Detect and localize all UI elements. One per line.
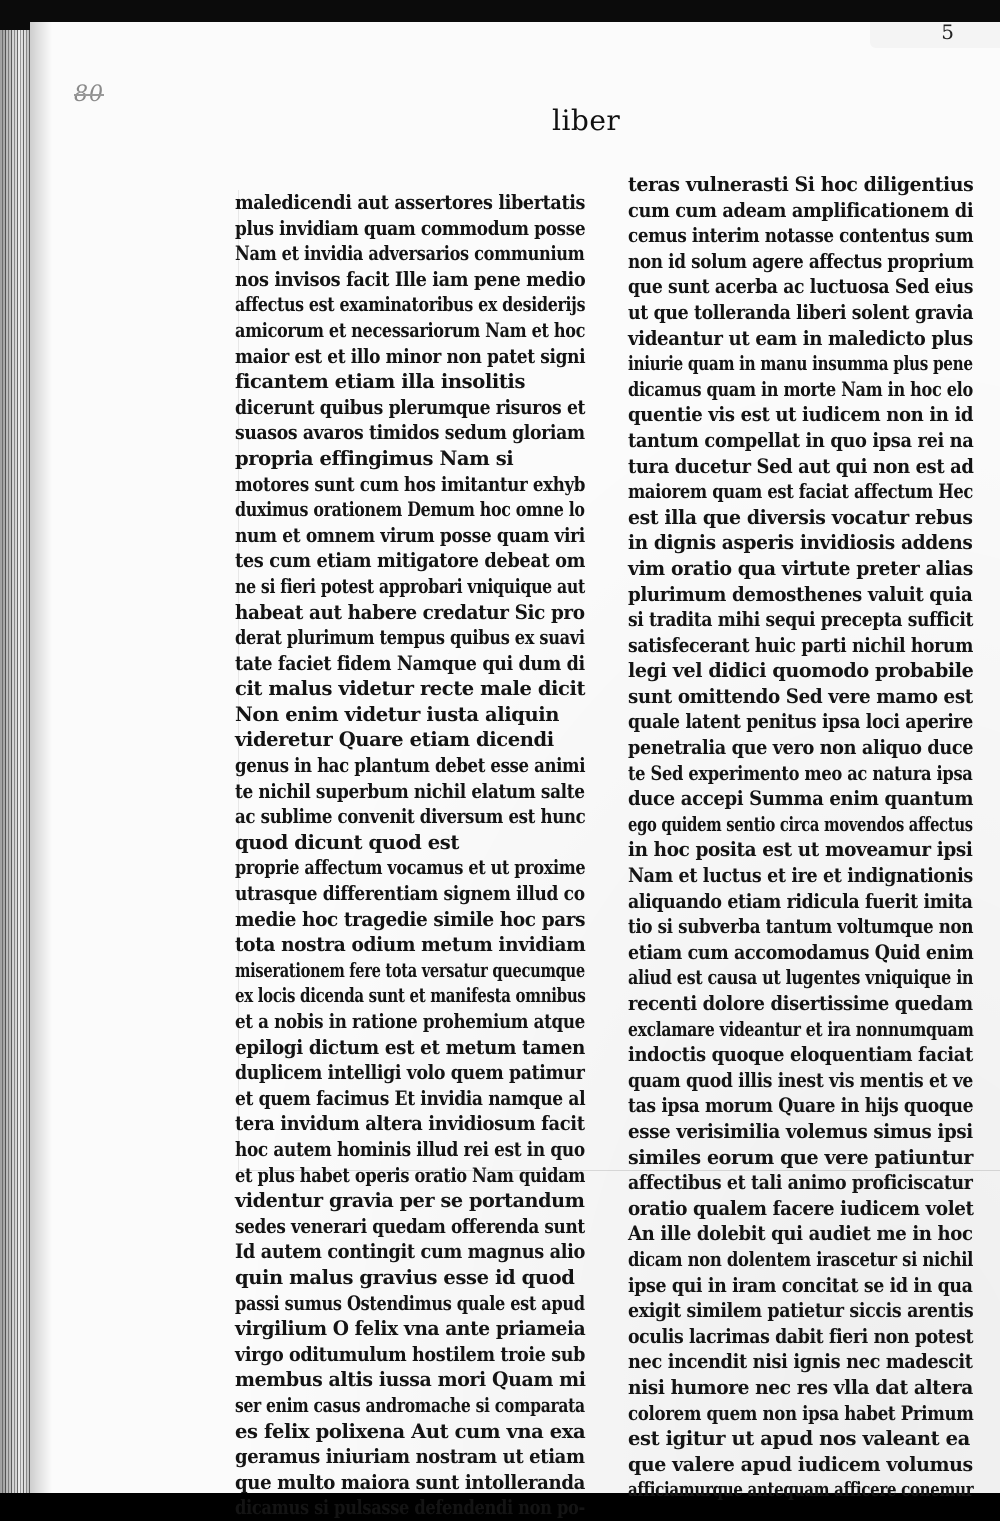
text-line: et quem facimus Et invidia namque al xyxy=(235,1086,586,1110)
text-line: ego quidem sentio circa movendos affectus xyxy=(628,812,973,836)
text-line: ficantem etiam illa insolitis xyxy=(235,370,526,394)
text-line: nos invisos facit Ille iam pene medio xyxy=(235,267,586,291)
text-line: dicamus quam in morte Nam in hoc elo xyxy=(628,377,973,401)
text-line: quod dicunt quod est xyxy=(235,830,459,854)
text-line: utrasque differentiam signem illud co xyxy=(235,882,585,906)
text-line: que multo maiora sunt intolleranda xyxy=(235,1470,585,1494)
text-line: tio si subverba tantum voltumque non xyxy=(628,915,974,939)
text-line: motores sunt cum hos imitantur exhyb xyxy=(235,472,586,496)
text-line: virgilium O felix vna ante priameia xyxy=(235,1317,586,1341)
text-line: exclamare videantur et ira nonnumquam xyxy=(628,1017,974,1041)
text-line: aliquando etiam ridicula fuerit imita xyxy=(628,889,973,913)
text-line: cemus interim notasse contentus sum xyxy=(628,224,974,248)
folio-number: 80 xyxy=(74,82,104,107)
text-line: genus in hac plantum debet esse animi xyxy=(235,754,586,778)
text-line: videantur ut eam in maledicto plus xyxy=(628,326,973,350)
text-line: et plus habet operis oratio Nam quidam xyxy=(235,1163,586,1187)
text-line: membus altis iussa mori Quam mi xyxy=(235,1368,586,1392)
text-line: passi sumus Ostendimus quale est apud xyxy=(235,1291,585,1315)
text-line: Nam et invidia adversarios communium xyxy=(235,242,585,266)
foot-ruling-line xyxy=(240,1170,1000,1171)
text-line: ne si fieri potest approbari vniquique aut xyxy=(235,574,585,598)
text-line: exigit similem patietur siccis arentis xyxy=(628,1299,974,1323)
text-line: Nam et luctus et ire et indignationis xyxy=(628,864,973,888)
text-line: es felix polixena Aut cum vna exa xyxy=(235,1419,586,1443)
text-line: tes cum etiam mitigatore debeat om xyxy=(235,549,586,573)
text-line: medie hoc tragedie simile hoc pars xyxy=(235,907,586,931)
text-line: teras vulnerasti Si hoc diligentius xyxy=(628,173,974,196)
text-line: Id autem contingit cum magnus alio xyxy=(235,1240,586,1264)
text-line: epilogi dictum est et metum tamen xyxy=(235,1035,585,1059)
text-line: duce accepi Summa enim quantum xyxy=(628,787,974,811)
text-line: quin malus gravius esse id quod xyxy=(235,1265,575,1289)
text-line: tate faciet fidem Namque qui dum di xyxy=(235,651,585,675)
text-line: maledicendi aut assertores libertatis xyxy=(235,191,586,214)
text-line: que sunt acerba ac luctuosa Sed eius xyxy=(628,275,974,299)
text-line: esse verisimilia volemus simus ipsi xyxy=(628,1119,973,1143)
text-line: in hoc posita est ut moveamur ipsi xyxy=(628,838,973,862)
text-line: te nichil superbum nichil elatum salte xyxy=(235,779,585,803)
text-line: nisi humore nec res vlla dat altera xyxy=(628,1375,973,1399)
text-line: tas ipsa morum Quare in hijs quoque xyxy=(628,1094,974,1118)
text-line: quam quod illis inest vis mentis et ve xyxy=(628,1068,973,1092)
text-line: geramus iniuriam nostram ut etiam xyxy=(235,1445,585,1469)
text-line: An ille dolebit qui audiet me in hoc xyxy=(628,1222,973,1246)
text-line: et a nobis in ratione prohemium atque xyxy=(235,1010,585,1033)
running-head: liber xyxy=(552,104,621,137)
text-line: tura ducetur Sed aut qui non est ad xyxy=(628,454,974,478)
text-line: oculis lacrimas dabit fieri non potest xyxy=(628,1324,974,1348)
text-line: proprie affectum vocamus et ut proxime xyxy=(235,856,586,880)
text-line: ut que tolleranda liberi solent gravia xyxy=(628,300,974,324)
text-line: num et omnem virum posse quam viri xyxy=(235,523,585,547)
text-line: videntur gravia per se portandum xyxy=(235,1189,585,1213)
text-line: plurimum demosthenes valuit quia xyxy=(628,582,973,606)
text-line: hoc autem hominis illud rei est in quo xyxy=(235,1137,585,1161)
quire-mark: 5 xyxy=(941,20,954,44)
text-line: affectus est examinatoribus ex desiderijs xyxy=(235,293,586,317)
gutter-shadow xyxy=(0,30,34,1493)
text-line: oratio qualem facere iudicem volet xyxy=(628,1196,974,1220)
text-line: plus invidiam quam commodum posse xyxy=(235,216,586,240)
text-line: sunt omittendo Sed vere mamo est xyxy=(628,684,973,708)
text-line: tota nostra odium metum invidiam xyxy=(235,933,586,957)
text-line: affectibus et tali animo proficiscatur xyxy=(628,1171,973,1195)
text-line: in dignis asperis invidiosis addens xyxy=(628,531,973,555)
text-line: Non enim videtur iusta aliquin xyxy=(235,702,560,726)
text-line: vim oratio qua virtute preter alias xyxy=(628,556,973,580)
text-column-left xyxy=(235,190,585,1521)
text-line: cum cum adeam amplificationem di xyxy=(628,198,974,222)
text-line: videretur Quare etiam dicendi xyxy=(235,728,554,752)
text-line: si tradita mihi sequi precepta sufficit xyxy=(628,608,974,632)
text-line: duximus orationem Demum hoc omne lo xyxy=(235,498,585,522)
text-line: duplicem intelligi volo quem patimur xyxy=(235,1061,585,1085)
text-line: virgo oditumulum hostilem troie sub xyxy=(235,1342,586,1366)
text-line: tantum compellat in quo ipsa rei na xyxy=(628,428,974,452)
text-line: tera invidum altera invidiosum facit xyxy=(235,1112,585,1136)
text-line: suasos avaros timidos sedum gloriam xyxy=(235,421,585,445)
text-line: non id solum agere affectus proprium xyxy=(628,249,974,273)
text-line: ac sublime convenit diversum est hunc xyxy=(235,805,586,829)
text-line: ser enim casus andromache si comparata xyxy=(235,1393,585,1417)
text-line: similes eorum que vere patiuntur xyxy=(628,1145,974,1169)
text-line: dicam non dolentem irascetur si nichil xyxy=(628,1247,974,1271)
text-line: est igitur ut apud nos valeant ea xyxy=(628,1427,970,1451)
text-line: quale latent penitus ipsa loci aperire xyxy=(628,710,973,734)
text-line: propria effingimus Nam si xyxy=(235,446,514,470)
text-line: colorem quem non ipsa habet Primum xyxy=(628,1401,974,1425)
text-line: amicorum et necessariorum Nam et hoc xyxy=(235,318,586,342)
text-line: indoctis quoque eloquentiam faciat xyxy=(628,1043,973,1067)
text-column-right xyxy=(628,172,973,1503)
text-line: nec incendit nisi ignis nec madescit xyxy=(628,1350,973,1374)
text-line: te Sed experimento meo ac natura ipsa xyxy=(628,761,973,785)
text-line: penetralia que vero non aliquo duce xyxy=(628,736,974,760)
next-leaf-corner xyxy=(870,22,1000,48)
text-line: est illa que diversis vocatur rebus xyxy=(628,505,973,529)
text-line: satisfecerant huic parti nichil horum xyxy=(628,633,974,657)
manuscript-folio xyxy=(30,20,1000,1520)
text-line: cit malus videtur recte male dicit xyxy=(235,677,586,701)
text-line: afficiamurque antequam afficere conemur xyxy=(628,1478,974,1502)
text-line: aliud est causa ut lugentes vniquique in xyxy=(628,966,974,990)
text-line: maiorem quam est faciat affectum Hec xyxy=(628,480,974,504)
text-line: maior est et illo minor non patet signi xyxy=(235,344,586,368)
text-line: legi vel didici quomodo probabile xyxy=(628,659,974,683)
text-line: dicamus si pulsasse defendendi non po- xyxy=(235,1496,585,1520)
text-line: recenti dolore disertissime quedam xyxy=(628,992,973,1015)
text-line: ex locis dicenda sunt et manifesta omnibus xyxy=(235,984,586,1008)
text-line: sedes venerari quedam offerenda sunt xyxy=(235,1214,585,1238)
text-line: derat plurimum tempus quibus ex suavi xyxy=(235,626,585,650)
text-line: iniurie quam in manu insumma plus pene xyxy=(628,352,973,376)
text-line: miserationem fere tota versatur quecumque xyxy=(235,958,585,982)
text-line: habeat aut habere credatur Sic pro xyxy=(235,600,585,624)
text-line: dicerunt quibus plerumque risuros et xyxy=(235,395,586,419)
text-line: etiam cum accomodamus Quid enim xyxy=(628,940,974,964)
text-line: que valere apud iudicem volumus xyxy=(628,1452,973,1476)
text-line: ipse qui in iram concitat se id in qua xyxy=(628,1273,973,1297)
text-line: quentie vis est ut iudicem non in id xyxy=(628,403,974,427)
